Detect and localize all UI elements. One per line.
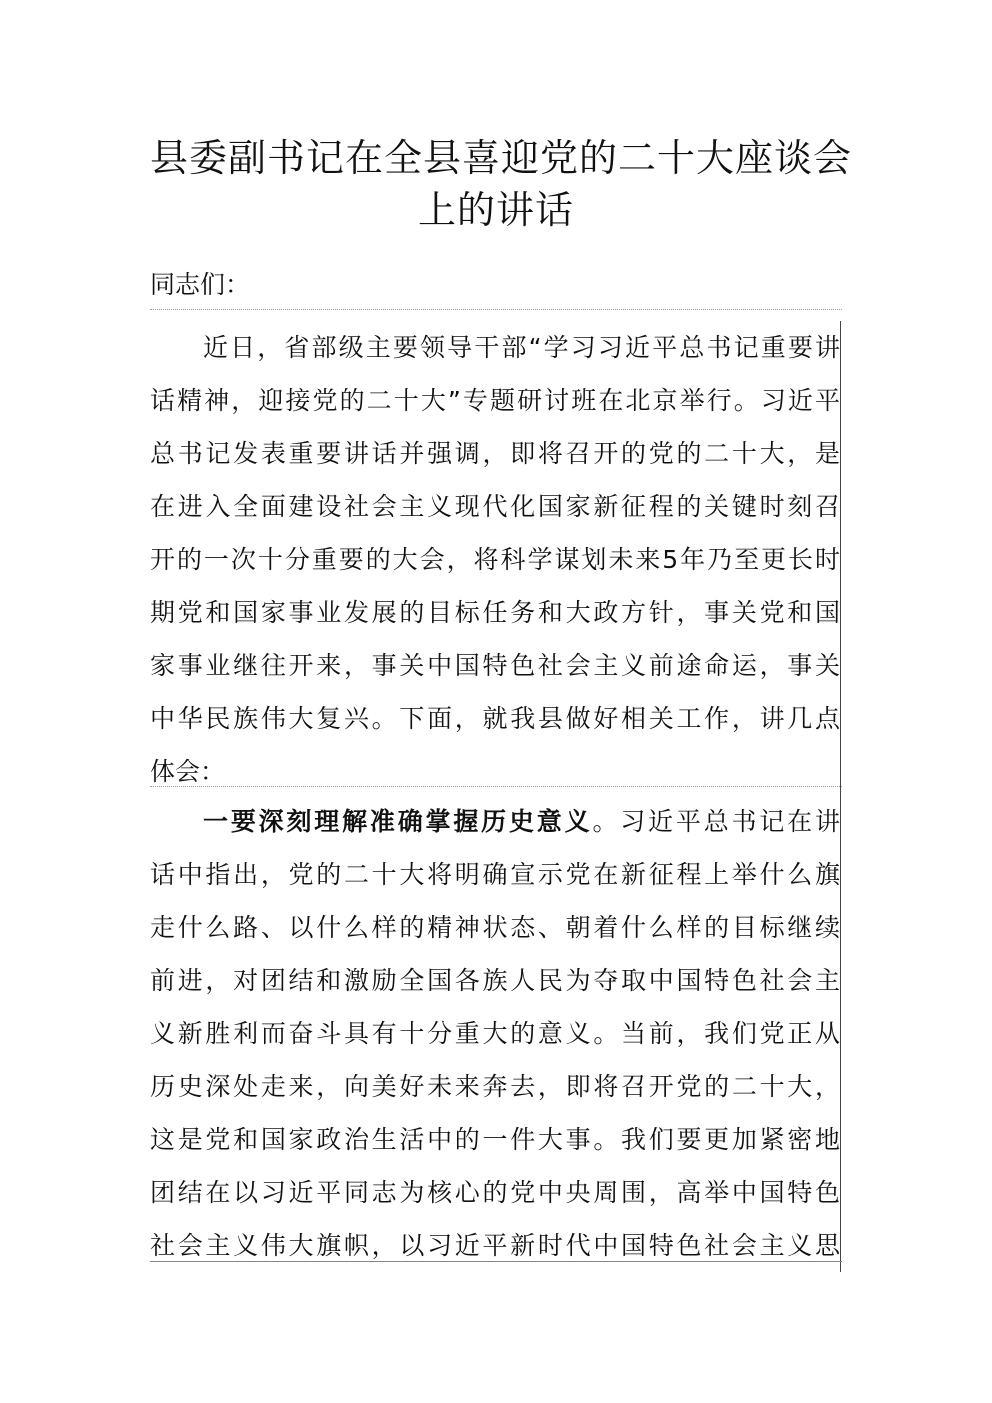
salutation: 同志们： (150, 270, 251, 299)
text-line: 体会： (150, 757, 226, 786)
title-line-1: 县委副书记在全县喜迎党的二十大座谈会 (150, 136, 853, 180)
text-line: 在进入全面建设社会主义现代化国家新征程的关键时刻召 (150, 492, 840, 521)
text-line: 总书记发表重要讲话并强调，即将召开的党的二十大，是 (150, 439, 840, 468)
text-line: 前进，对团结和激励全国各族人民为夺取中国特色社会主 (150, 966, 840, 995)
paragraph-2 (150, 795, 841, 1272)
divider (150, 786, 842, 787)
text-line: 期党和国家事业发展的目标任务和大政方针，事关党和国 (150, 598, 840, 627)
text-line: 开的一次十分重要的大会，将科学谋划未来5年乃至更长时 (150, 545, 840, 574)
section-heading: 一要深刻理解准确掌握历史意义 (203, 807, 593, 836)
text-line: 话中指出，党的二十大将明确宣示党在新征程上举什么旗 (150, 860, 840, 889)
text-line: 团结在以习近平同志为核心的党中央周围，高举中国特色 (150, 1178, 840, 1207)
text-line: 走什么路、以什么样的精神状态、朝着什么样的目标继续 (150, 913, 840, 942)
text-line: 中华民族伟大复兴。下面，就我县做好相关工作，讲几点 (150, 704, 840, 733)
text-line: 历史深处走来，向美好未来奔去，即将召开党的二十大， (150, 1072, 840, 1101)
text-line: 这是党和国家政治生活中的一件大事。我们要更加紧密地 (150, 1125, 840, 1154)
paragraph-1 (150, 321, 841, 798)
text-line: 家事业继往开来，事关中国特色社会主义前途命运，事关 (150, 651, 840, 680)
document-title (150, 132, 853, 236)
text-line: 社会主义伟大旗帜，以习近平新时代中国特色社会主义思 (150, 1231, 840, 1260)
title-line-2: 上的讲话 (417, 188, 574, 232)
bottom-divider (150, 1261, 842, 1262)
text-span: 。习近平总书记在讲 (592, 807, 840, 836)
text-line: 义新胜利而奋斗具有十分重大的意义。当前，我们党正从 (150, 1019, 840, 1048)
text-line: 近日，省部级主要领导干部“学习习近平总书记重要讲 (203, 333, 840, 362)
divider (150, 309, 842, 310)
text-line: 话精神，迎接党的二十大”专题研讨班在北京举行。习近平 (150, 386, 840, 415)
text-line (150, 795, 840, 848)
